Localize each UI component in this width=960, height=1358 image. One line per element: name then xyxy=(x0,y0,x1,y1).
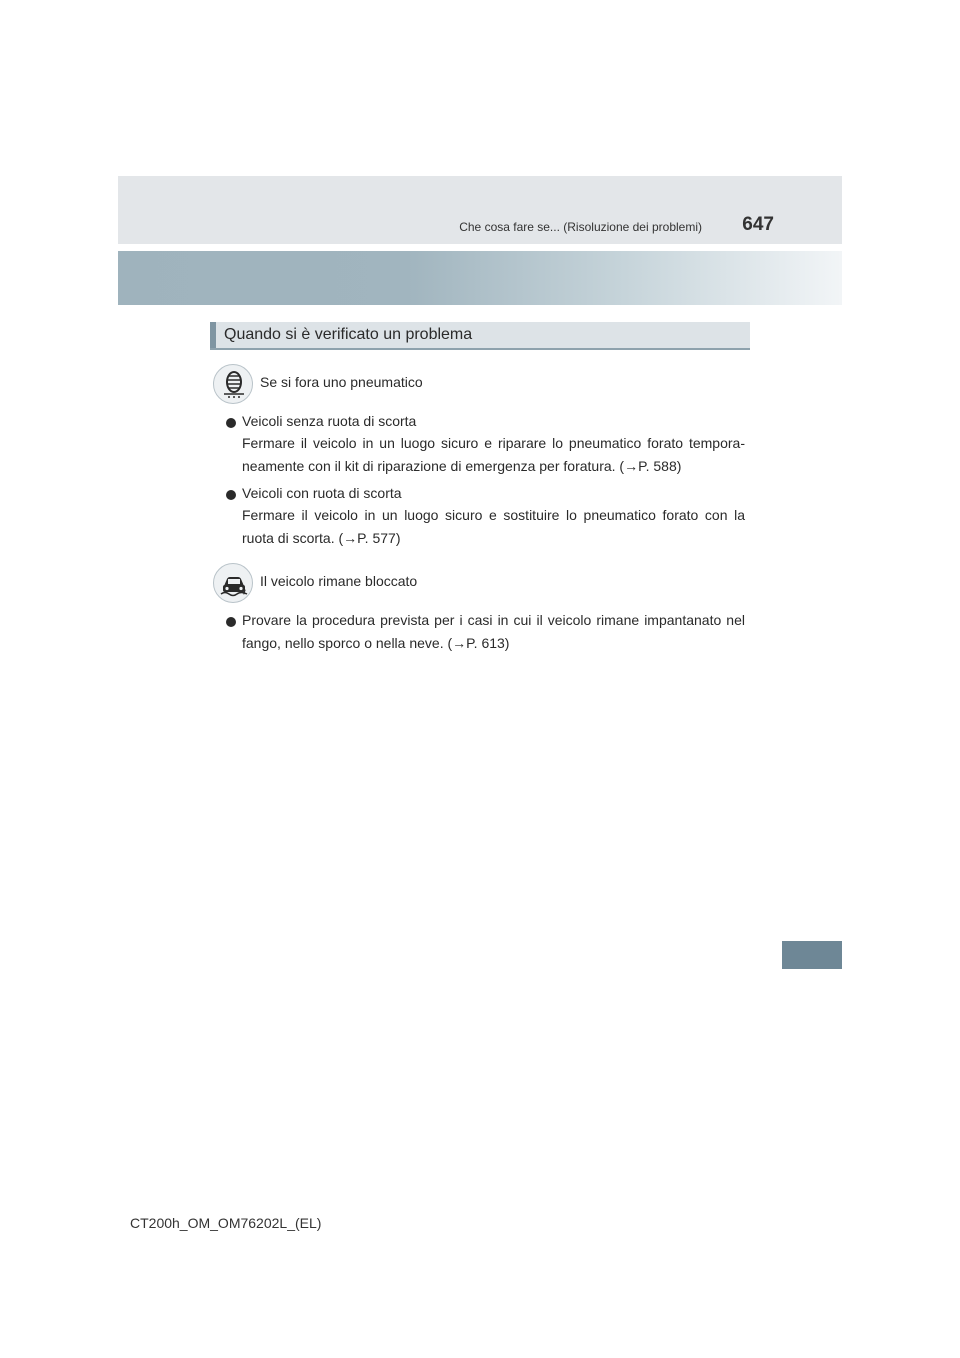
bullet-icon xyxy=(226,490,236,500)
item-body: Provare la procedura prevista per i casi in cui il veicolo rimane impantanato nel fango, nello sporco o nella neve. (→P. 613) xyxy=(242,612,745,651)
item-title: Veicoli con ruota di scorta xyxy=(242,485,402,501)
section-header xyxy=(210,322,750,350)
item-body: Fermare il veicolo in un luogo sicuro e sostituire lo pneumatico forato con la ruota di scorta. (→P. 577) xyxy=(242,507,745,546)
bullet-icon xyxy=(226,418,236,428)
subsection-heading: Il veicolo rimane bloccato xyxy=(260,573,418,589)
chapter-tab xyxy=(782,941,842,969)
subsection-heading: Se si fora uno pneumatico xyxy=(260,374,423,390)
header-section-title: Che cosa fare se... (Risoluzione dei problemi) xyxy=(459,220,702,234)
section-title: Quando si è verificato un problema xyxy=(224,326,473,343)
item-body: Fermare il veicolo in un luogo sicuro e riparare lo pneumatico forato tempora- neamente con il kit di riparazione di emergenza per foratura. (→P. 588) xyxy=(242,435,745,474)
bullet-icon xyxy=(226,617,236,627)
item-title: Veicoli senza ruota di scorta xyxy=(242,413,417,429)
flat-tire-icon xyxy=(213,364,253,404)
page-header xyxy=(118,176,842,244)
document-code: CT200h_OM_OM76202L_(EL) xyxy=(130,1215,322,1231)
stuck-vehicle-icon xyxy=(213,563,253,603)
page-number: 647 xyxy=(742,214,774,235)
chapter-band xyxy=(118,251,842,305)
